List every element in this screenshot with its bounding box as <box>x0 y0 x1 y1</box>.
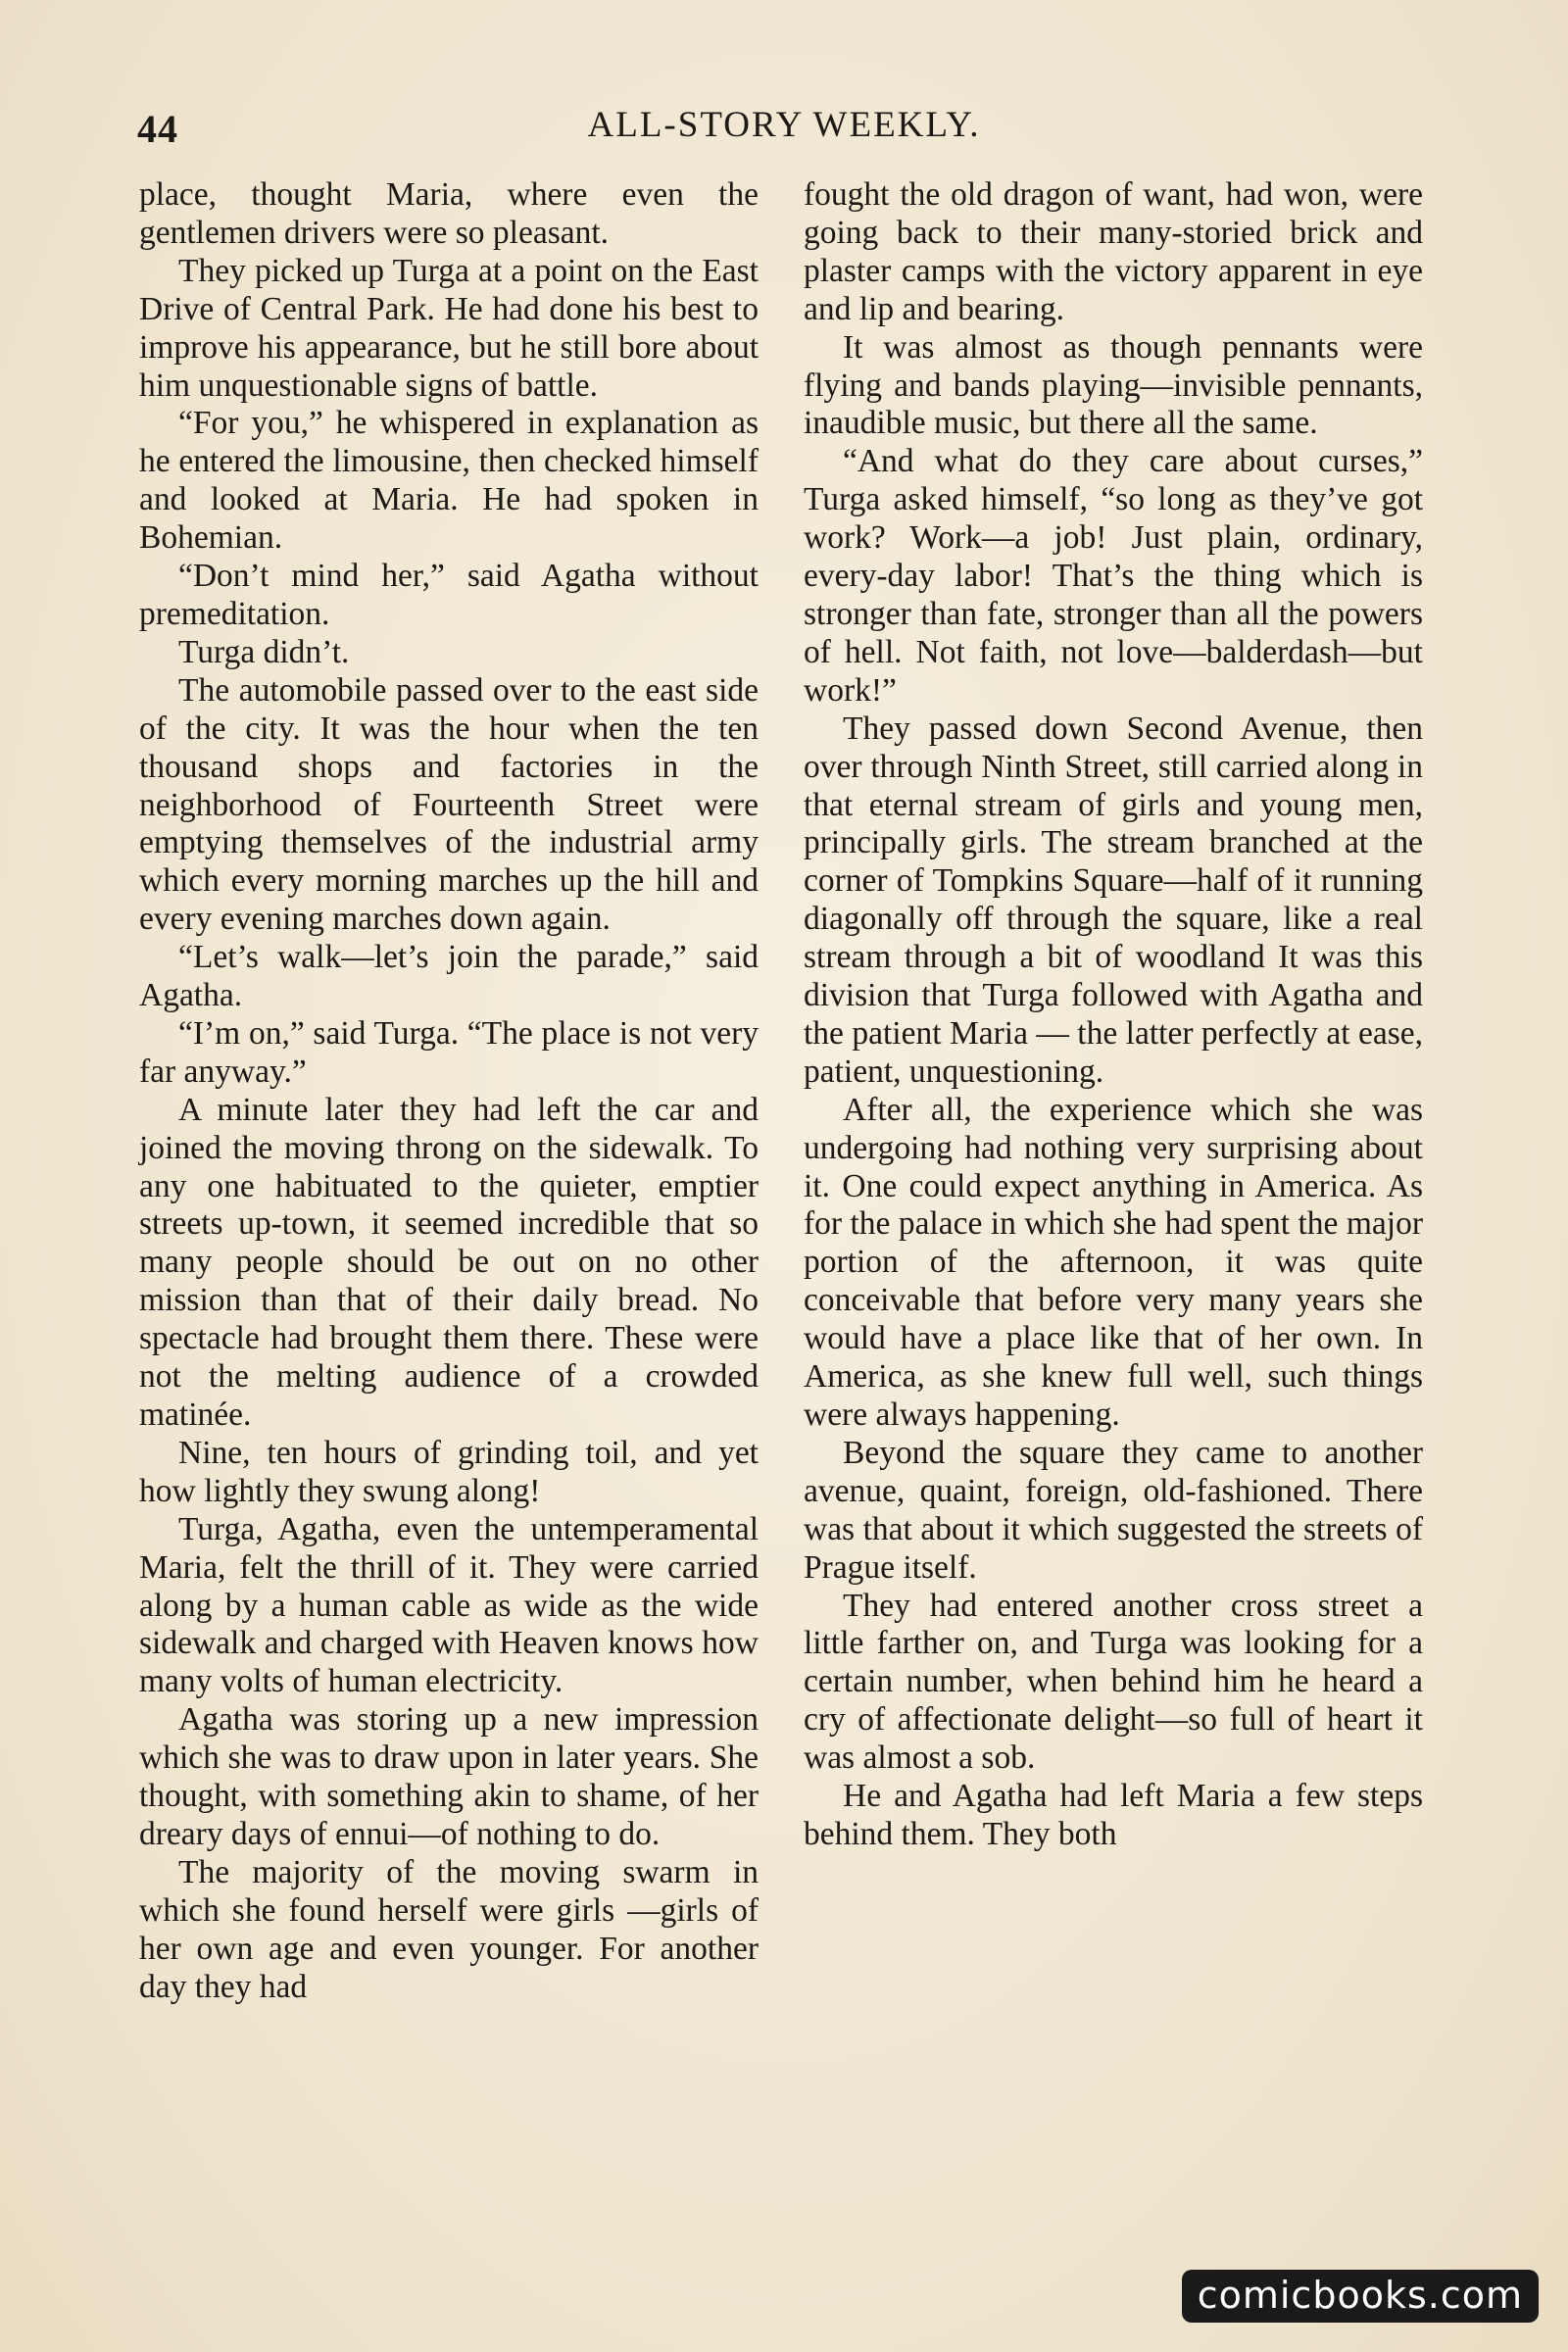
paragraph: “I’m on,” said Turga. “The place is not very far anyway.” <box>139 1014 759 1090</box>
paragraph: They picked up Turga at a point on the East Drive of Central Park. He had done his best to improve his appearance, but he still bore about him unquestionable signs of battle. <box>139 252 759 404</box>
paragraph: They had entered another cross street a little farther on, and Turga was looking for a certain number, when behind him he heard a cry of affectionate delight—so full of heart it was almost a sob. <box>804 1587 1423 1777</box>
paragraph: Turga, Agatha, even the untemperamental Maria, felt the thrill of it. They were carried along by a human cable as wide as the wide sidewalk and charged with Heaven knows how many volts of human electricity. <box>139 1510 759 1700</box>
paragraph: It was almost as though pennants were flying and bands playing—invisible pennants, inaudible music, but there all the same. <box>804 328 1423 442</box>
paragraph: Beyond the square they came to another avenue, quaint, foreign, old-fashioned. There was that about it which suggested the streets of Prague itself. <box>804 1434 1423 1586</box>
paragraph: “Don’t mind her,” said Agatha without premeditation. <box>139 558 759 632</box>
paragraph: Nine, ten hours of grinding toil, and yet how lightly they swung along! <box>139 1434 759 1509</box>
watermark-logo: comicbooks.com <box>1182 2270 1539 2323</box>
paragraph: After all, the experience which she was undergoing had nothing very surprising about it. One could expect anything in America. As for the palace in which she had spent the major portion of the afternoon, it was quite conceivable that before very many years she would have a place like that of her own. In America, as she knew full well, such things were always happening. <box>804 1091 1423 1433</box>
paragraph: place, thought Maria, where even the gentlemen drivers were so pleasant. <box>139 176 759 251</box>
running-head: ALL-STORY WEEKLY. <box>587 105 981 145</box>
right-column <box>804 176 1423 1854</box>
paragraph: Agatha was storing up a new impression which she was to draw upon in later years. She thought, with something akin to shame, of her dreary days of ennui—of nothing to do. <box>139 1701 759 1852</box>
paragraph: The automobile passed over to the east side of the city. It was the hour when the ten thousand shops and factories in the neighborhood of Fourteenth Street were emptying themselves of the industrial army which every morning marches up the hill and every evening marches down again. <box>139 671 759 938</box>
paragraph: Turga didn’t. <box>178 633 350 670</box>
paragraph: A minute later they had left the car and joined the moving throng on the sidewalk. To any one habituated to the quieter, emptier streets up-town, it seemed incredible that so many people should be out on no other mission than that of their daily bread. No spectacle had brought them there. These were not the melting audience of a crowded matinée. <box>139 1091 759 1433</box>
paragraph: “For you,” he whispered in explanation as he entered the limousine, then checked himself and looked at Maria. He had spoken in Bohemian. <box>139 405 759 557</box>
paragraph: The majority of the moving swarm in which she found herself were girls —girls of her own age and even younger. For another day they had <box>139 1853 759 2005</box>
left-column <box>139 176 759 2007</box>
paragraph: They passed down Second Avenue, then over through Ninth Street, still carried along in that eternal stream of girls and young men, principally girls. The stream branched at the corner of Tompkins Square—half of it running diagonally off through the square, like a real stream through a bit of woodland It was this division that Turga followed with Agatha and the patient Maria — the latter perfectly at ease, patient, unquestioning. <box>804 710 1423 1090</box>
paragraph: fought the old dragon of want, had won, were going back to their many-storied brick and plaster camps with the victory apparent in eye and lip and bearing. <box>804 176 1423 327</box>
paragraph: He and Agatha had left Maria a few steps behind them. They both <box>804 1778 1423 1852</box>
paragraph: “Let’s walk—let’s join the parade,” said Agatha. <box>139 939 759 1014</box>
paragraph: “And what do they care about curses,” Turga asked himself, “so long as they’ve got work? Work—a job! Just plain, ordinary, every-day labor! That’s the thing which is stronger than fate, stronger than all the powers of hell. Not faith, not love—balderdash—but work!” <box>804 443 1423 709</box>
page-number: 44 <box>137 107 178 151</box>
